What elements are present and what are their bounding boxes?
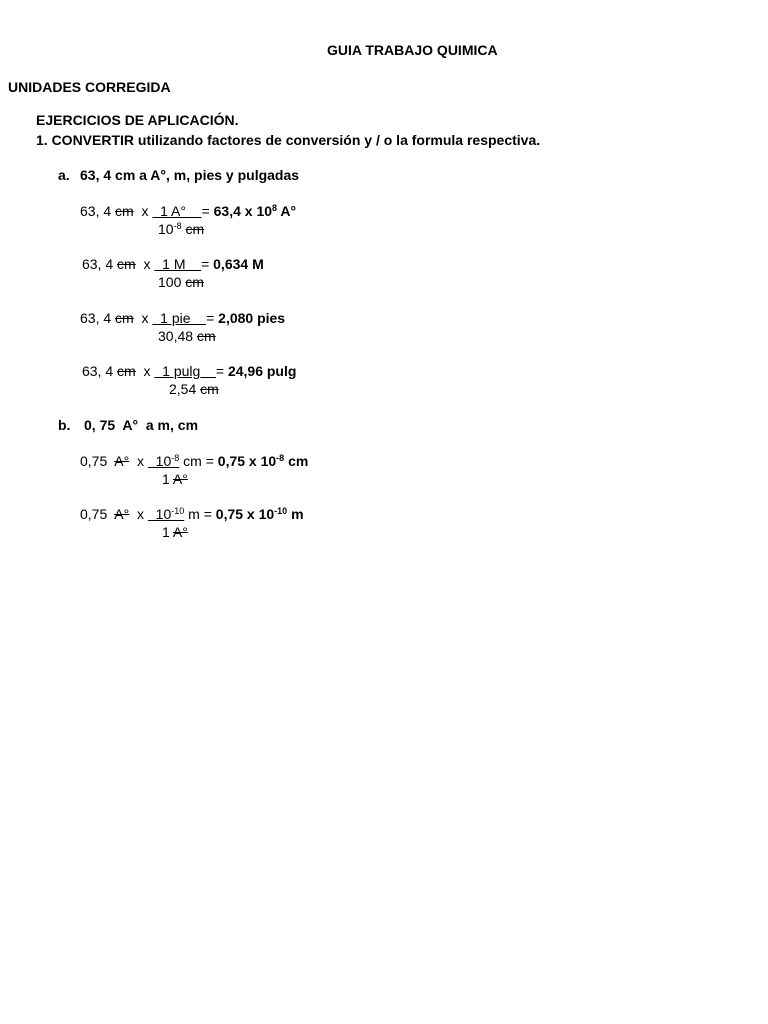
conversion-a4-numerator-line: 63, 4 cm x 1 pulg = 24,96 pulg [82,363,297,379]
conversion-a1-denominator: $10^{-8}$ cm [158,221,205,237]
conversion-b2-numerator-line: 0,75 A° x $10^{-10}$ m = 0,75 x $10^{-10}$ m [80,506,304,522]
section-heading: EJERCICIOS DE APLICACIÓN. [36,112,239,128]
conversion-a2-denominator: 100 cm [158,274,204,290]
part-b-label: b. [58,417,71,433]
conversion-a4-denominator: 2,54 cm [169,381,219,397]
part-a-title: 63, 4 cm a A°, m, pies y pulgadas [80,167,300,183]
conversion-a2-numerator-line: 63, 4 cm x 1 M = 0,634 M [82,256,264,272]
conversion-a3-denominator: 30,48 cm [158,328,216,344]
conversion-b1-denominator: 1 A° [162,471,188,487]
conversion-a1-numerator-line: 63, 4 cm x 1 A° = 63,4 x $10^8$ A° [80,203,297,219]
exercise-instruction: 1. CONVERTIR utilizando factores de conversión y / o la formula respectiva. [36,132,541,148]
conversion-a3-numerator-line: 63, 4 cm x 1 pie = 2,080 pies [80,310,286,326]
conversion-b1-numerator-line: 0,75 A° x $10^{-8}$ cm = 0,75 x $10^{-8}$ cm [80,453,309,469]
part-a-label: a. [58,167,70,183]
page-title: GUIA TRABAJO QUIMICA [327,42,498,58]
part-b-title: 0, 75 A° a m, cm [84,417,199,433]
document-subtitle: UNIDADES CORREGIDA [8,79,171,95]
conversion-b2-denominator: 1 A° [162,524,188,540]
